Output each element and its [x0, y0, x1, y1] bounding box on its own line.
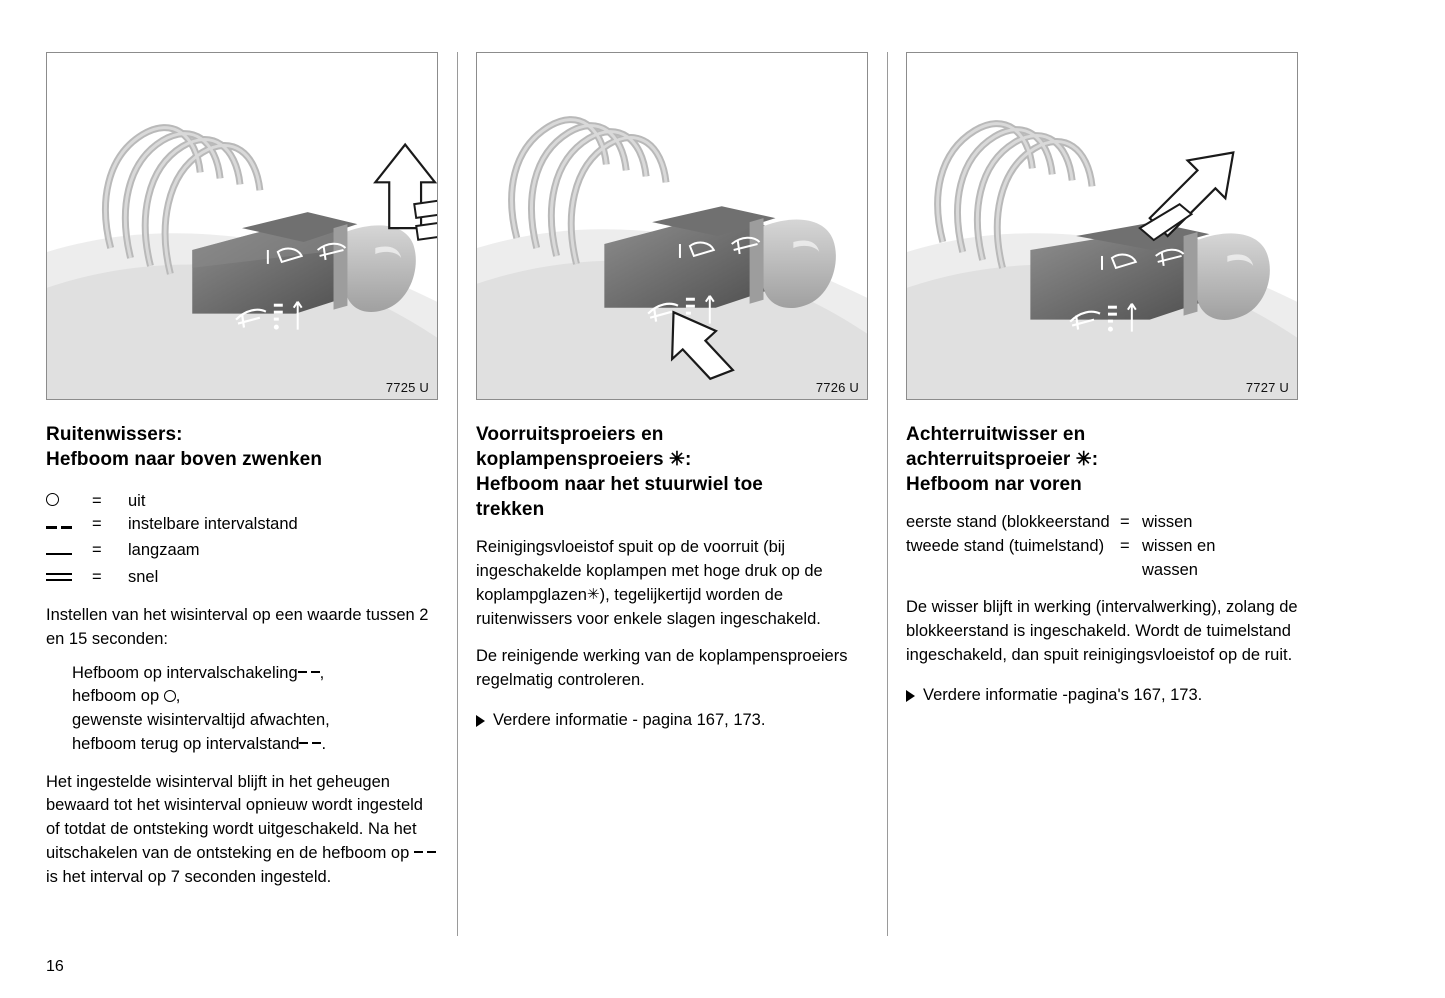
legend-equals: = — [92, 515, 102, 534]
paragraph-washer-check: De reinigende werking van de koplampensproeiers regelmatig controleren. — [476, 647, 848, 690]
paragraph-part-a: Reinigingsvloeistof spuit op de voorruit (bij ingeschakelde koplampen met hoge druk op de koplampglazen — [476, 538, 823, 604]
triangle-bullet-icon — [476, 715, 485, 727]
asterisk-icon: ✳ — [587, 585, 600, 603]
double-line-icon — [46, 564, 92, 590]
circle-o-icon — [46, 486, 92, 512]
legend-item — [46, 486, 438, 512]
double-dash-icon — [299, 742, 321, 745]
paragraph-interval-steps: Hefboom op intervalschakeling , hefboom op , gewenste wisintervaltijd afwachten, hefboom terug op intervalstand . — [72, 663, 330, 753]
position-equals: = — [1120, 536, 1130, 555]
reference-line — [476, 709, 868, 733]
legend-label: langzaam — [128, 541, 200, 560]
position-row — [906, 535, 1298, 559]
step-line-4: hefboom terug op intervalstand — [72, 734, 300, 753]
heading-line: koplampensproeiers ✳: — [476, 449, 692, 471]
paragraph-memory-tail: is het interval op 7 seconden ingesteld. — [46, 867, 332, 886]
paragraph-memory-head: Het ingestelde wisinterval blijft in het geheugen bewaard tot het wisinterval opnieuw wordt ingesteld of totdat de ontsteking wordt uitgeschakeld. Na het uitschakelen van de ontsteking en de hefboom op — [46, 772, 423, 862]
page-number: 16 — [46, 958, 64, 975]
position-value-continued: wassen — [1142, 560, 1198, 579]
heading-line — [906, 447, 1298, 472]
double-dash-icon — [414, 851, 436, 854]
heading-rear-wiper — [906, 422, 1298, 497]
paragraph-rear-wiper-operation: De wisser blijft in werking (intervalwerking), zolang de blokkeerstand is ingeschakeld. Wordt de tuimelstand ingeschakeld, dan spuit reinigingsvloeistof op de ruit. — [906, 598, 1298, 664]
rear-wiper-positions — [906, 511, 1298, 582]
column-rear-wiper — [906, 52, 1298, 889]
double-dash-icon — [46, 515, 92, 541]
figure-rear-wiper-lever-forward — [906, 52, 1298, 400]
reference-line — [906, 684, 1298, 708]
paragraph-memory — [46, 771, 438, 890]
step-line-3: gewenste wisintervaltijd afwachten, — [72, 711, 330, 730]
triangle-bullet-icon — [906, 690, 915, 702]
single-dash-icon — [46, 541, 92, 567]
figure-code: 7727 U — [1245, 380, 1289, 395]
heading-wipers — [46, 422, 438, 472]
figure-wiper-lever-up — [46, 52, 438, 400]
legend-label: snel — [128, 567, 159, 586]
step-line-1: Hefboom op intervalschakeling — [72, 663, 298, 682]
wiper-lever-up-illustration — [47, 53, 437, 399]
column-wipers — [46, 52, 438, 889]
legend-item — [46, 538, 438, 564]
wiper-lever-pull-illustration — [477, 53, 867, 399]
position-equals: = — [1120, 513, 1130, 532]
legend-equals: = — [92, 541, 102, 560]
reference-text: Verdere informatie - pagina 167, 173. — [493, 710, 766, 729]
position-value: wissen en — [1142, 536, 1216, 555]
heading-line: Achterruitwisser en — [906, 424, 1086, 445]
position-row — [906, 511, 1298, 535]
wiper-positions-legend — [46, 486, 438, 590]
heading-line: Hefboom naar boven zwenken — [46, 449, 323, 471]
legend-equals: = — [92, 567, 102, 586]
column-washers — [476, 52, 868, 889]
heading-washers — [476, 422, 868, 522]
figure-wiper-lever-pull — [476, 52, 868, 400]
heading-line: trekken — [476, 499, 545, 521]
paragraph-washer-function — [476, 536, 868, 631]
paragraph-interval-setting: Instellen van het wisinterval op een waarde tussen 2 en 15 seconden: — [46, 606, 429, 648]
position-label: eerste stand (blokkeerstand — [906, 513, 1110, 532]
circle-o-icon — [164, 690, 176, 702]
heading-line: Ruitenwissers: — [46, 424, 183, 445]
heading-line: Voorruitsproeiers en — [476, 424, 664, 445]
double-dash-icon — [298, 671, 320, 674]
reference-text: Verdere informatie -pagina's 167, 173. — [923, 685, 1203, 704]
step-line-2: hefboom op — [72, 687, 160, 706]
position-label: tweede stand (tuimelstand) — [906, 536, 1105, 555]
content-columns — [46, 52, 1402, 889]
legend-item — [46, 564, 438, 590]
position-value: wissen — [1142, 513, 1193, 532]
paragraph-part-b: ), tegelijkertijd worden de ruitenwissers voor enkele slagen ingeschakeld. — [476, 585, 821, 628]
legend-label: uit — [128, 491, 146, 510]
legend-item — [46, 512, 438, 538]
heading-line: Hefboom nar voren — [906, 474, 1082, 496]
figure-code: 7725 U — [385, 380, 429, 395]
figure-code: 7726 U — [815, 380, 859, 395]
heading-line: Hefboom naar het stuurwiel toe — [476, 474, 763, 496]
heading-line-text: achterruitsproeier ✳: — [906, 449, 1099, 471]
legend-equals: = — [92, 491, 102, 510]
legend-label: instelbare intervalstand — [128, 515, 298, 534]
rear-wiper-lever-illustration — [907, 53, 1297, 399]
